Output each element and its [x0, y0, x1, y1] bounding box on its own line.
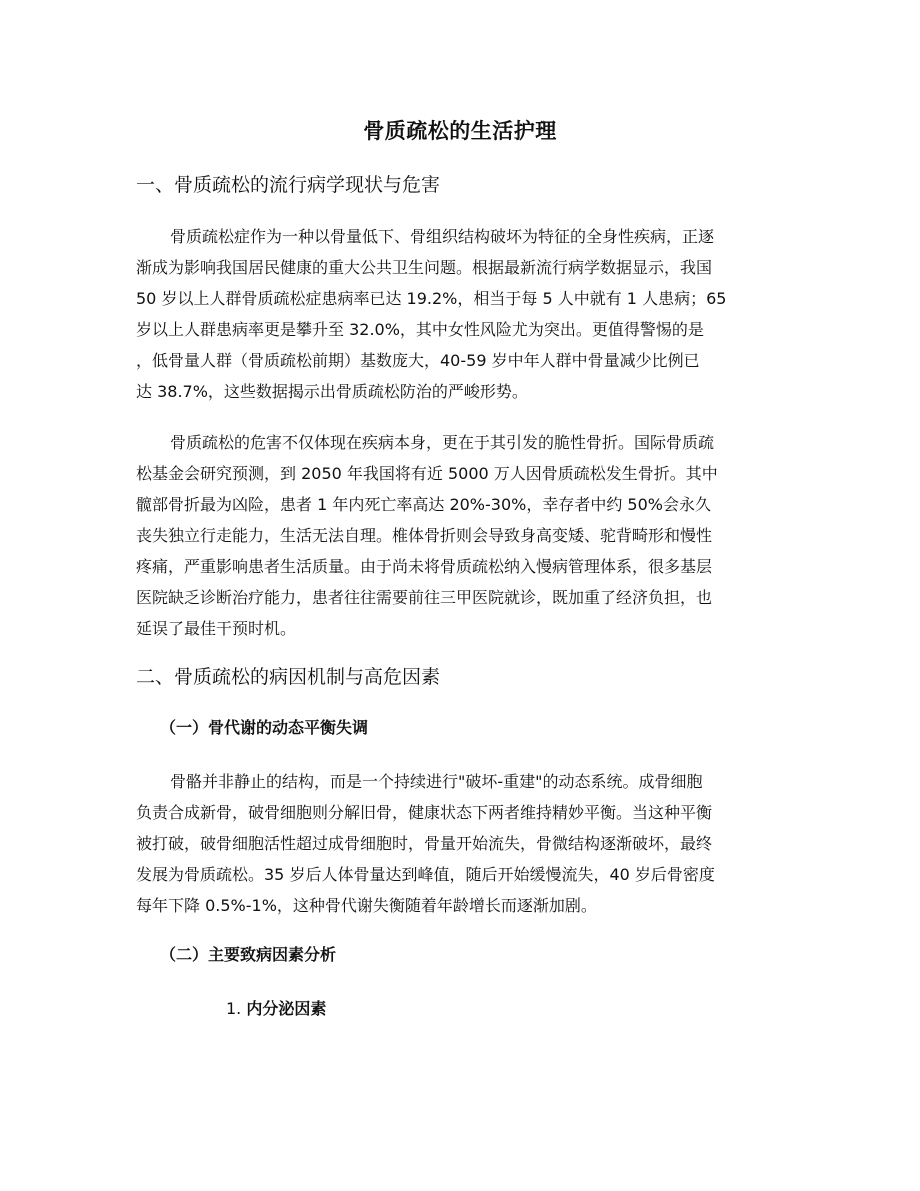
list-number: 1.: [226, 999, 242, 1018]
paragraph-line: 50 岁以上人群骨质疏松症患病率已达 19.2%，相当于每 5 人中就有 1 人患病；65: [136, 289, 727, 308]
section-1-paragraph-2: [136, 427, 786, 644]
paragraph-line: 医院缺乏诊断治疗能力，患者往往需要前往三甲医院就诊，既加重了经济负担，也: [136, 588, 713, 607]
section-1-paragraph-1: [136, 221, 786, 407]
paragraph-line: 疼痛，严重影响患者生活质量。由于尚未将骨质疏松纳入慢病管理体系，很多基层: [136, 557, 713, 576]
list-item-endocrine: [226, 996, 326, 1022]
paragraph-line: 骨骼并非静止的结构，而是一个持续进行"破坏-重建"的动态系统。成骨细胞: [170, 772, 703, 791]
paragraph-line: 丧失独立行走能力，生活无法自理。椎体骨折则会导致身高变矮、驼背畸形和慢性: [136, 526, 713, 545]
paragraph-line: 达 38.7%，这些数据揭示出骨质疏松防治的严峻形势。: [136, 382, 528, 401]
paragraph-line: 延误了最佳干预时机。: [136, 619, 297, 638]
paragraph-line: 负责合成新骨，破骨细胞则分解旧骨，健康状态下两者维持精妙平衡。当这种平衡: [136, 803, 713, 822]
subsection-1-heading: （一）骨代谢的动态平衡失调: [160, 718, 369, 737]
section-2-heading: 二、骨质疏松的病因机制与高危因素: [136, 666, 441, 688]
paragraph-line: 渐成为影响我国居民健康的重大公共卫生问题。根据最新流行病学数据显示，我国: [136, 258, 713, 277]
paragraph-line: 岁以上人群患病率更是攀升至 32.0%，其中女性风险尤为突出。更值得警惕的是: [136, 320, 704, 339]
subsection-2-heading: （二）主要致病因素分析: [160, 945, 337, 964]
paragraph-line: 骨质疏松的危害不仅体现在疾病本身，更在于其引发的脆性骨折。国际骨质疏: [170, 433, 715, 452]
subsection-1-paragraph: [136, 766, 786, 921]
paragraph-line: 发展为骨质疏松。35 岁后人体骨量达到峰值，随后开始缓慢流失，40 岁后骨密度: [136, 865, 715, 884]
paragraph-line: ，低骨量人群（骨质疏松前期）基数庞大，40-59 岁中年人群中骨量减少比例已: [136, 351, 700, 370]
list-item-label: 内分泌因素: [246, 999, 327, 1018]
document-title: 骨质疏松的生活护理: [363, 119, 557, 143]
paragraph-line: 被打破，破骨细胞活性超过成骨细胞时，骨量开始流失，骨微结构逐渐破坏，最终: [136, 834, 713, 853]
paragraph-line: 骨质疏松症作为一种以骨量低下、骨组织结构破坏为特征的全身性疾病，正逐: [170, 227, 715, 246]
paragraph-line: 每年下降 0.5%-1%，这种骨代谢失衡随着年龄增长而逐渐加剧。: [136, 896, 597, 915]
paragraph-line: 髋部骨折最为凶险，患者 1 年内死亡率高达 20%-30%，幸存者中约 50%会永久: [136, 495, 711, 514]
paragraph-line: 松基金会研究预测，到 2050 年我国将有近 5000 万人因骨质疏松发生骨折。其中: [136, 464, 718, 483]
section-1-heading: 一、骨质疏松的流行病学现状与危害: [136, 174, 441, 196]
